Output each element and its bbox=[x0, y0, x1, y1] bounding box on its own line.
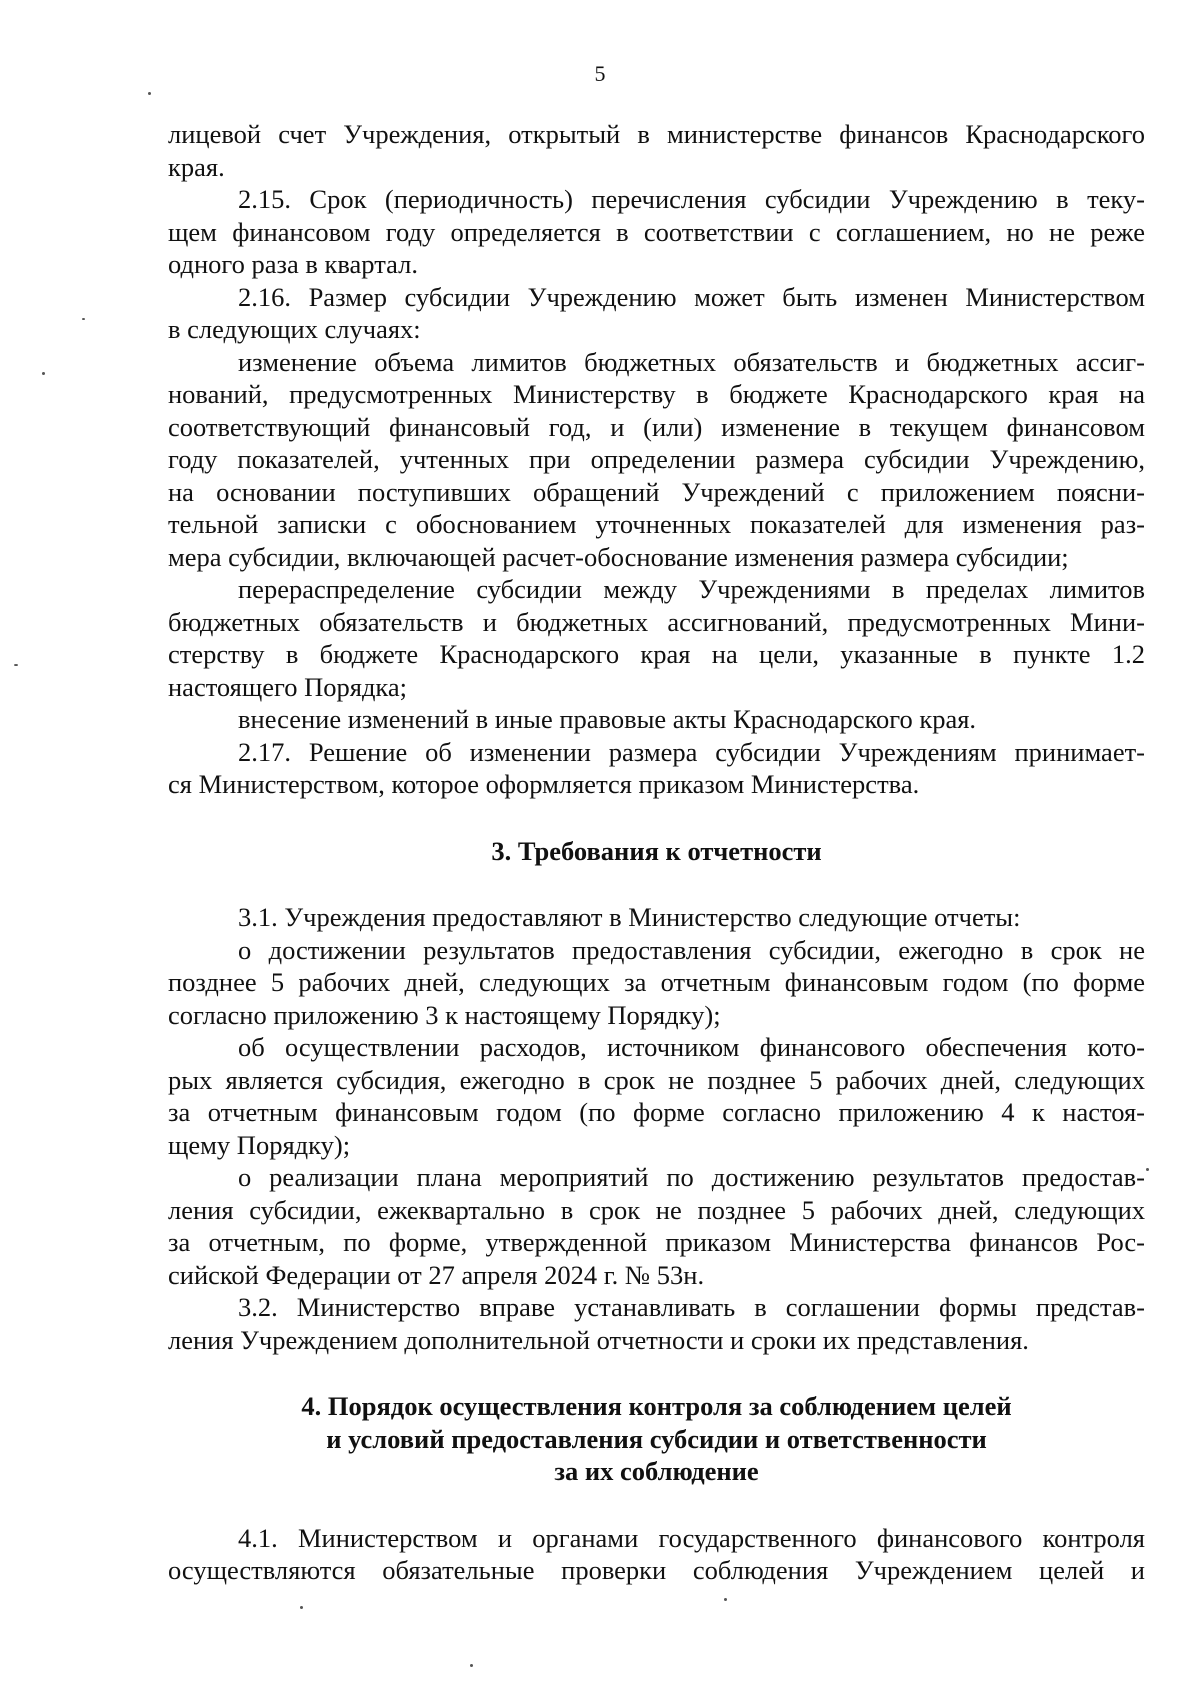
text-line: мера субсидии, включающей расчет-обоснование изменения размера субсидии; bbox=[168, 541, 1069, 572]
text-line: о реализации плана мероприятий по достижению результатов предостав- bbox=[238, 1162, 1145, 1192]
text-line: изменение объема лимитов бюджетных обязательств и бюджетных ассиг- bbox=[238, 346, 1145, 377]
scan-speck bbox=[14, 664, 18, 666]
text-line: края. bbox=[168, 151, 225, 182]
text-line: одного раза в квартал. bbox=[168, 249, 418, 279]
scan-speck bbox=[148, 92, 151, 95]
text-line: стерству в бюджете Краснодарского края на цели, указанные в пункте 1.2 bbox=[168, 639, 1145, 669]
section-heading: и условий предоставления субсидии и ответственности bbox=[326, 1423, 987, 1454]
scan-speck bbox=[724, 1598, 727, 1601]
text-line: осуществляются обязательные проверки соблюдения Учреждением целей и bbox=[168, 1555, 1145, 1585]
text-line: 3.1. Учреждения предоставляют в Министерство следующие отчеты: bbox=[238, 902, 1021, 932]
text-line: внесение изменений в иные правовые акты Краснодарского края. bbox=[238, 704, 977, 734]
text-line: ся Министерством, которое оформляется приказом Министерства. bbox=[168, 769, 920, 799]
text-line: позднее 5 рабочих дней, следующих за отчетным финансовым годом (по форме bbox=[168, 967, 1145, 997]
text-line: на основании поступивших обращений Учреждений с приложением поясни- bbox=[168, 476, 1145, 507]
text-line: настоящего Порядка; bbox=[168, 671, 408, 702]
scan-speck bbox=[82, 318, 85, 320]
text-line: нований, предусмотренных Министерству в бюджете Краснодарского края на bbox=[168, 379, 1145, 409]
text-line: тельной записки с обоснованием уточненных показателей для изменения раз- bbox=[168, 509, 1145, 539]
text-line: об осуществлении расходов, источником финансового обеспечения кото- bbox=[238, 1032, 1145, 1062]
scan-speck bbox=[470, 1664, 473, 1667]
section-heading: 4. Порядок осуществления контроля за соблюдением целей bbox=[301, 1391, 1012, 1421]
text-line: ления Учреждением дополнительной отчетности и сроки их представления. bbox=[168, 1324, 1029, 1355]
text-line: щем финансовом году определяется в соответствии с соглашением, но не реже bbox=[168, 216, 1145, 247]
text-line: за отчетным финансовым годом (по форме согласно приложению 4 к настоя- bbox=[168, 1097, 1145, 1127]
text-line: ления субсидии, ежеквартально в срок не позднее 5 рабочих дней, следующих bbox=[168, 1194, 1145, 1225]
text-line: за отчетным, по форме, утвержденной приказом Министерства финансов Рос- bbox=[168, 1227, 1145, 1257]
text-line: о достижении результатов предоставления субсидии, ежегодно в срок не bbox=[238, 934, 1145, 965]
text-line: согласно приложению 3 к настоящему Порядку); bbox=[168, 999, 721, 1030]
text-line: 2.17. Решение об изменении размера субсидии Учреждениям принимает- bbox=[238, 736, 1145, 767]
text-line: 2.15. Срок (периодичность) перечисления субсидии Учреждению в теку- bbox=[238, 184, 1145, 214]
text-line: 4.1. Министерством и органами государственного финансового контроля bbox=[238, 1522, 1145, 1553]
text-line: году показателей, учтенных при определении размера субсидии Учреждению, bbox=[168, 444, 1145, 474]
text-line: рых является субсидия, ежегодно в срок не позднее 5 рабочих дней, следующих bbox=[168, 1064, 1145, 1095]
text-line: в следующих случаях: bbox=[168, 314, 421, 344]
section-heading: за их соблюдение bbox=[554, 1456, 759, 1486]
text-line: 2.16. Размер субсидии Учреждению может быть изменен Министерством bbox=[238, 281, 1145, 312]
page-number: 5 bbox=[594, 61, 606, 86]
section-heading: 3. Требования к отчетности bbox=[491, 835, 822, 866]
text-line: 3.2. Министерство вправе устанавливать в соглашении формы представ- bbox=[238, 1292, 1145, 1322]
scan-speck bbox=[1146, 1168, 1149, 1171]
text-line: перераспределение субсидии между Учреждениями в пределах лимитов bbox=[238, 574, 1145, 604]
text-line: бюджетных обязательств и бюджетных ассигнований, предусмотренных Мини- bbox=[168, 606, 1145, 637]
text-line: щему Порядку); bbox=[168, 1129, 351, 1160]
text-line: лицевой счет Учреждения, открытый в министерстве финансов Краснодарского bbox=[168, 119, 1145, 149]
text-line: соответствующий финансовый год, и (или) изменение в текущем финансовом bbox=[168, 411, 1145, 442]
scan-speck bbox=[300, 1606, 303, 1609]
document-body bbox=[168, 118, 1145, 1587]
text-line: сийской Федерации от 27 апреля 2024 г. № 53н. bbox=[168, 1259, 705, 1290]
scan-speck bbox=[42, 372, 45, 375]
